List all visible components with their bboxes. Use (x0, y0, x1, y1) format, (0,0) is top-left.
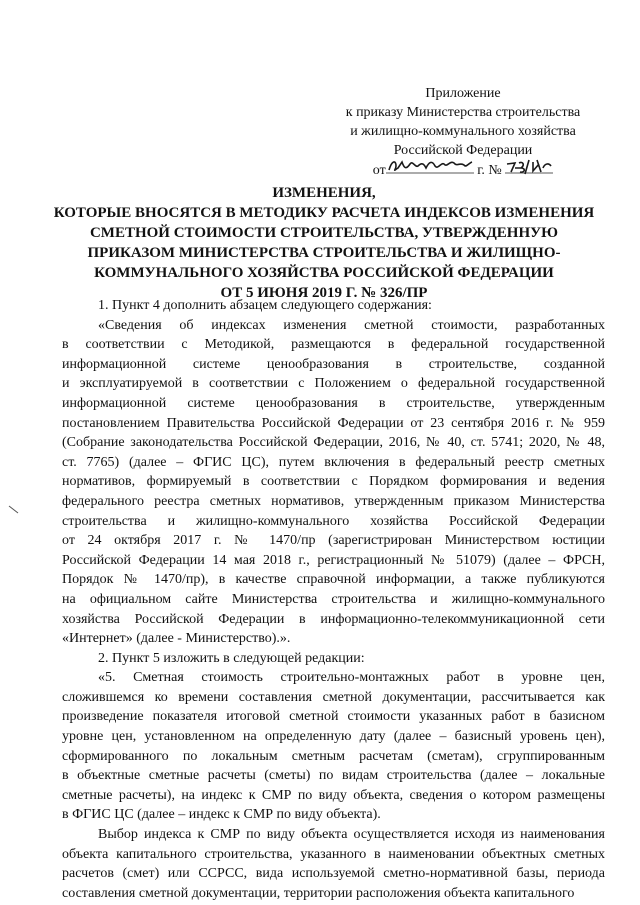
text-line: информационной системе ценообразования в строительстве, утвержденным (62, 395, 605, 411)
appendix-order-line (318, 160, 608, 180)
text-line: 2. Пункт 5 изложить в следующей редакции: (98, 650, 365, 666)
document-title (40, 183, 608, 303)
appendix-header (318, 84, 608, 180)
text-line: «Сведения об индексах изменения сметной стоимости, разработанных (98, 317, 605, 333)
appendix-order-ref: к приказу Министерства строительства (345, 105, 581, 120)
handwritten-date-signature (386, 160, 474, 174)
text-line: хозяйства Российской Федерации в информационно-телекоммуникационной сети (62, 611, 605, 627)
text-line: расчетов (смет) или ССРСС, вида используемой сметно-нормативной базы, периода (62, 866, 605, 882)
text-line: уровне цен, установленном на определенную дату (далее – базисный уровень цен), (62, 729, 605, 745)
scan-mark (8, 505, 20, 515)
text-line: в соответствии с Методикой, размещаются в федеральной государственной (62, 337, 605, 353)
document-body (62, 296, 605, 903)
text-line: и эксплуатируемой в соответствии с Положением о федеральной государственной (62, 376, 605, 392)
title-line: СМЕТНОЙ СТОИМОСТИ СТРОИТЕЛЬСТВА, УТВЕРЖДЕННУЮ (89, 225, 559, 241)
text-line: в объектные сметные расчеты (сметы) по видам строительства (далее – локальные (62, 768, 605, 784)
paragraph-item-2 (62, 649, 605, 669)
text-line: Выбор индекса к СМР по виду объекта осуществляется исходя из наименования (98, 827, 605, 843)
paragraph-item-2-text (62, 668, 605, 825)
order-date-prefix: от (372, 163, 386, 178)
text-line: 1. Пункт 4 дополнить абзацем следующего содержания: (98, 298, 432, 313)
order-number-label: г. № (477, 163, 502, 178)
text-line: строительства и жилищно-коммунального хозяйства Российской Федерации (62, 513, 605, 529)
appendix-country: Российской Федерации (393, 143, 533, 158)
text-line: на официальном сайте Министерства строительства и жилищно-коммунального (62, 591, 605, 607)
text-line: ст. 7765) (далее – ФГИС ЦС), путем включения в федеральный реестр сметных (62, 454, 605, 470)
text-line: нормативов, формируемый в соответствии с Порядком формирования и ведения (62, 474, 605, 490)
appendix-ministry: и жилищно-коммунального хозяйства (350, 124, 576, 139)
title-line: КОММУНАЛЬНОГО ХОЗЯЙСТВА РОССИЙСКОЙ ФЕДЕРАЦИИ (94, 265, 554, 281)
text-line: «5. Сметная стоимость строительно-монтажных работ в уровне цен, (98, 670, 605, 686)
text-line: постановлением Правительства Российской Федерации от 23 сентября 2016 г. № 959 (62, 415, 605, 431)
text-line: Российской Федерации 14 мая 2018 г., регистрационный № 51079) (далее – ФРСН, (62, 552, 605, 568)
paragraph-index-selection (62, 825, 605, 903)
text-line: сложившемся ко времени составления сметной документации, рассчитывается как (62, 689, 605, 705)
text-line: сметные расчеты), на индекс к СМР по виду объекта, сведения о котором размещены (62, 787, 605, 803)
text-line: «Интернет» (далее - Министерство).». (62, 631, 291, 647)
title-line: ОТ 5 ИЮНЯ 2019 Г. № 326/ПР (220, 285, 428, 301)
paragraph-item-1-text (62, 316, 605, 649)
title-line: КОТОРЫЕ ВНОСЯТСЯ В МЕТОДИКУ РАСЧЕТА ИНДЕКСОВ ИЗМЕНЕНИЯ (53, 205, 595, 221)
text-line: объекта капитального строительства, указанного в наименовании объектных сметных (62, 846, 605, 862)
text-line: (Собрание законодательства Российской Федерации, 2016, № 40, ст. 5741; 2020, № 48, (62, 435, 605, 451)
title-line: ПРИКАЗОМ МИНИСТЕРСТВА СТРОИТЕЛЬСТВА И ЖИЛИЩНО- (87, 245, 561, 261)
text-line: в ФГИС ЦС (далее – индекс к СМР по виду объекта). (62, 807, 381, 823)
text-line: информационной системе ценообразования в строительстве, созданной (62, 356, 605, 372)
appendix-label: Приложение (425, 86, 501, 101)
text-line: сформированного по локальным сметным расчетам (сметам), сгруппированным (62, 748, 605, 764)
text-line: от 24 октября 2017 г. № 1470/пр (зарегистрирован Министерством юстиции (62, 533, 605, 549)
text-line: Порядок № 1470/пр), в качестве справочной информации, а также публикуются (62, 572, 605, 588)
text-line: федерального реестра сметных нормативов, утвержденным приказом Министерства (62, 493, 605, 509)
title-line: ИЗМЕНЕНИЯ, (272, 185, 376, 201)
handwritten-order-number (505, 160, 553, 174)
text-line: произведение показателя итоговой сметной стоимости указанных работ в базисном (62, 709, 605, 725)
text-line: составления сметной документации, территории расположения объекта капитального (62, 885, 575, 901)
paragraph-item-1 (62, 296, 605, 316)
